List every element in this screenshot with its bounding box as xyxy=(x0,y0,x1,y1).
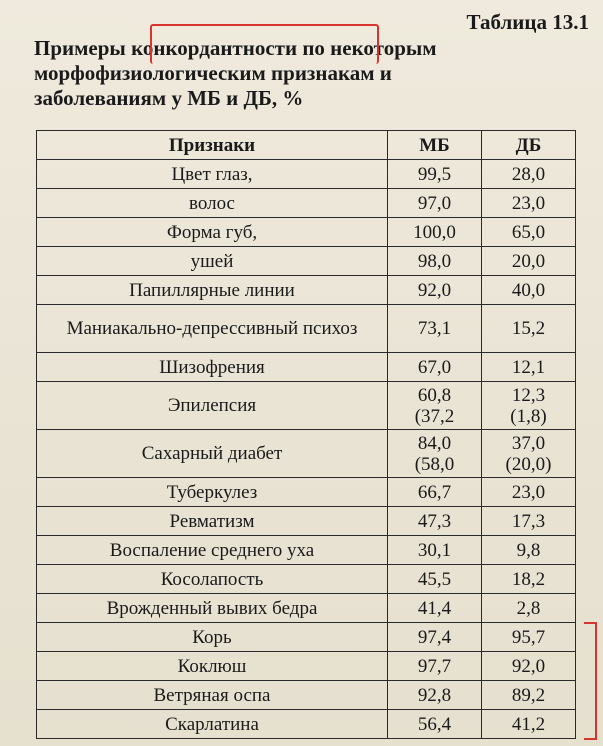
mb-value: 60,8 xyxy=(417,384,452,406)
mb-cell: 98,0 xyxy=(388,247,482,276)
caption-line: заболеваниям у МБ и ДБ, % xyxy=(34,86,304,110)
table-row xyxy=(37,430,576,478)
table-row xyxy=(37,305,576,353)
db-value-secondary: (20,0) xyxy=(505,453,552,475)
trait-cell: волос xyxy=(37,189,388,218)
db-cell: 15,2 xyxy=(482,305,576,353)
db-cell: 18,2 xyxy=(482,565,576,594)
header-trait: Признаки xyxy=(37,131,388,160)
table-row xyxy=(37,652,576,681)
trait-cell: Корь xyxy=(37,623,388,652)
mb-cell xyxy=(388,430,482,478)
db-cell: 2,8 xyxy=(482,594,576,623)
trait-cell: Ветряная оспа xyxy=(37,681,388,710)
db-cell: 65,0 xyxy=(482,218,576,247)
mb-cell: 92,8 xyxy=(388,681,482,710)
trait-cell: Сахарный диабет xyxy=(37,430,388,478)
table-row xyxy=(37,160,576,189)
table-row xyxy=(37,594,576,623)
db-cell: 23,0 xyxy=(482,189,576,218)
db-cell: 23,0 xyxy=(482,478,576,507)
mb-cell xyxy=(388,382,482,430)
table-row xyxy=(37,623,576,652)
db-cell: 92,0 xyxy=(482,652,576,681)
header-row xyxy=(37,131,576,160)
mb-cell: 67,0 xyxy=(388,353,482,382)
db-cell: 40,0 xyxy=(482,276,576,305)
table-row xyxy=(37,247,576,276)
db-cell: 41,2 xyxy=(482,710,576,739)
concordance-table xyxy=(36,130,576,739)
caption-line: морфофизиологическим признакам и xyxy=(34,61,392,85)
mb-cell: 100,0 xyxy=(388,218,482,247)
db-cell xyxy=(482,382,576,430)
mb-cell: 92,0 xyxy=(388,276,482,305)
trait-cell: Шизофрения xyxy=(37,353,388,382)
trait-cell: Маниакально-депрессивный психоз xyxy=(37,305,388,353)
table-row xyxy=(37,189,576,218)
db-cell: 20,0 xyxy=(482,247,576,276)
mb-value: 84,0 xyxy=(417,432,452,454)
table-row xyxy=(37,218,576,247)
trait-cell: Туберкулез xyxy=(37,478,388,507)
table-row xyxy=(37,565,576,594)
trait-cell: Скарлатина xyxy=(37,710,388,739)
db-cell: 89,2 xyxy=(482,681,576,710)
db-cell: 17,3 xyxy=(482,507,576,536)
header-db: ДБ xyxy=(482,131,576,160)
trait-cell: ушей xyxy=(37,247,388,276)
db-value-secondary: (1,8) xyxy=(510,405,547,427)
table-row xyxy=(37,276,576,305)
mb-cell: 56,4 xyxy=(388,710,482,739)
mb-cell: 45,5 xyxy=(388,565,482,594)
mb-value-secondary: (37,2 xyxy=(414,405,455,427)
header-mb: МБ xyxy=(388,131,482,160)
mb-cell: 73,1 xyxy=(388,305,482,353)
mb-cell: 41,4 xyxy=(388,594,482,623)
db-cell: 12,1 xyxy=(482,353,576,382)
db-cell xyxy=(482,430,576,478)
table-row xyxy=(37,710,576,739)
trait-cell: Воспаление среднего уха xyxy=(37,536,388,565)
trait-cell: Врожденный вывих бедра xyxy=(37,594,388,623)
table-row xyxy=(37,353,576,382)
table-caption xyxy=(34,36,574,111)
table-row xyxy=(37,507,576,536)
table-row xyxy=(37,382,576,430)
red-pen-bracket-mark xyxy=(584,622,597,740)
mb-cell: 66,7 xyxy=(388,478,482,507)
table-number: Таблица 13.1 xyxy=(466,10,589,34)
mb-cell: 47,3 xyxy=(388,507,482,536)
table-row xyxy=(37,536,576,565)
trait-cell: Папиллярные линии xyxy=(37,276,388,305)
db-value: 37,0 xyxy=(511,432,546,454)
trait-cell: Форма губ, xyxy=(37,218,388,247)
trait-cell: Косолапость xyxy=(37,565,388,594)
table-row xyxy=(37,681,576,710)
mb-cell: 99,5 xyxy=(388,160,482,189)
caption-line: Примеры конкордантности по некоторым xyxy=(34,36,437,60)
db-value: 12,3 xyxy=(511,384,546,406)
trait-cell: Ревматизм xyxy=(37,507,388,536)
db-cell: 9,8 xyxy=(482,536,576,565)
trait-cell: Коклюш xyxy=(37,652,388,681)
mb-cell: 97,4 xyxy=(388,623,482,652)
mb-cell: 30,1 xyxy=(388,536,482,565)
mb-cell: 97,0 xyxy=(388,189,482,218)
trait-cell: Цвет глаз, xyxy=(37,160,388,189)
mb-value-secondary: (58,0 xyxy=(414,453,455,475)
trait-cell: Эпилепсия xyxy=(37,382,388,430)
db-cell: 95,7 xyxy=(482,623,576,652)
table-row xyxy=(37,478,576,507)
mb-cell: 97,7 xyxy=(388,652,482,681)
db-cell: 28,0 xyxy=(482,160,576,189)
